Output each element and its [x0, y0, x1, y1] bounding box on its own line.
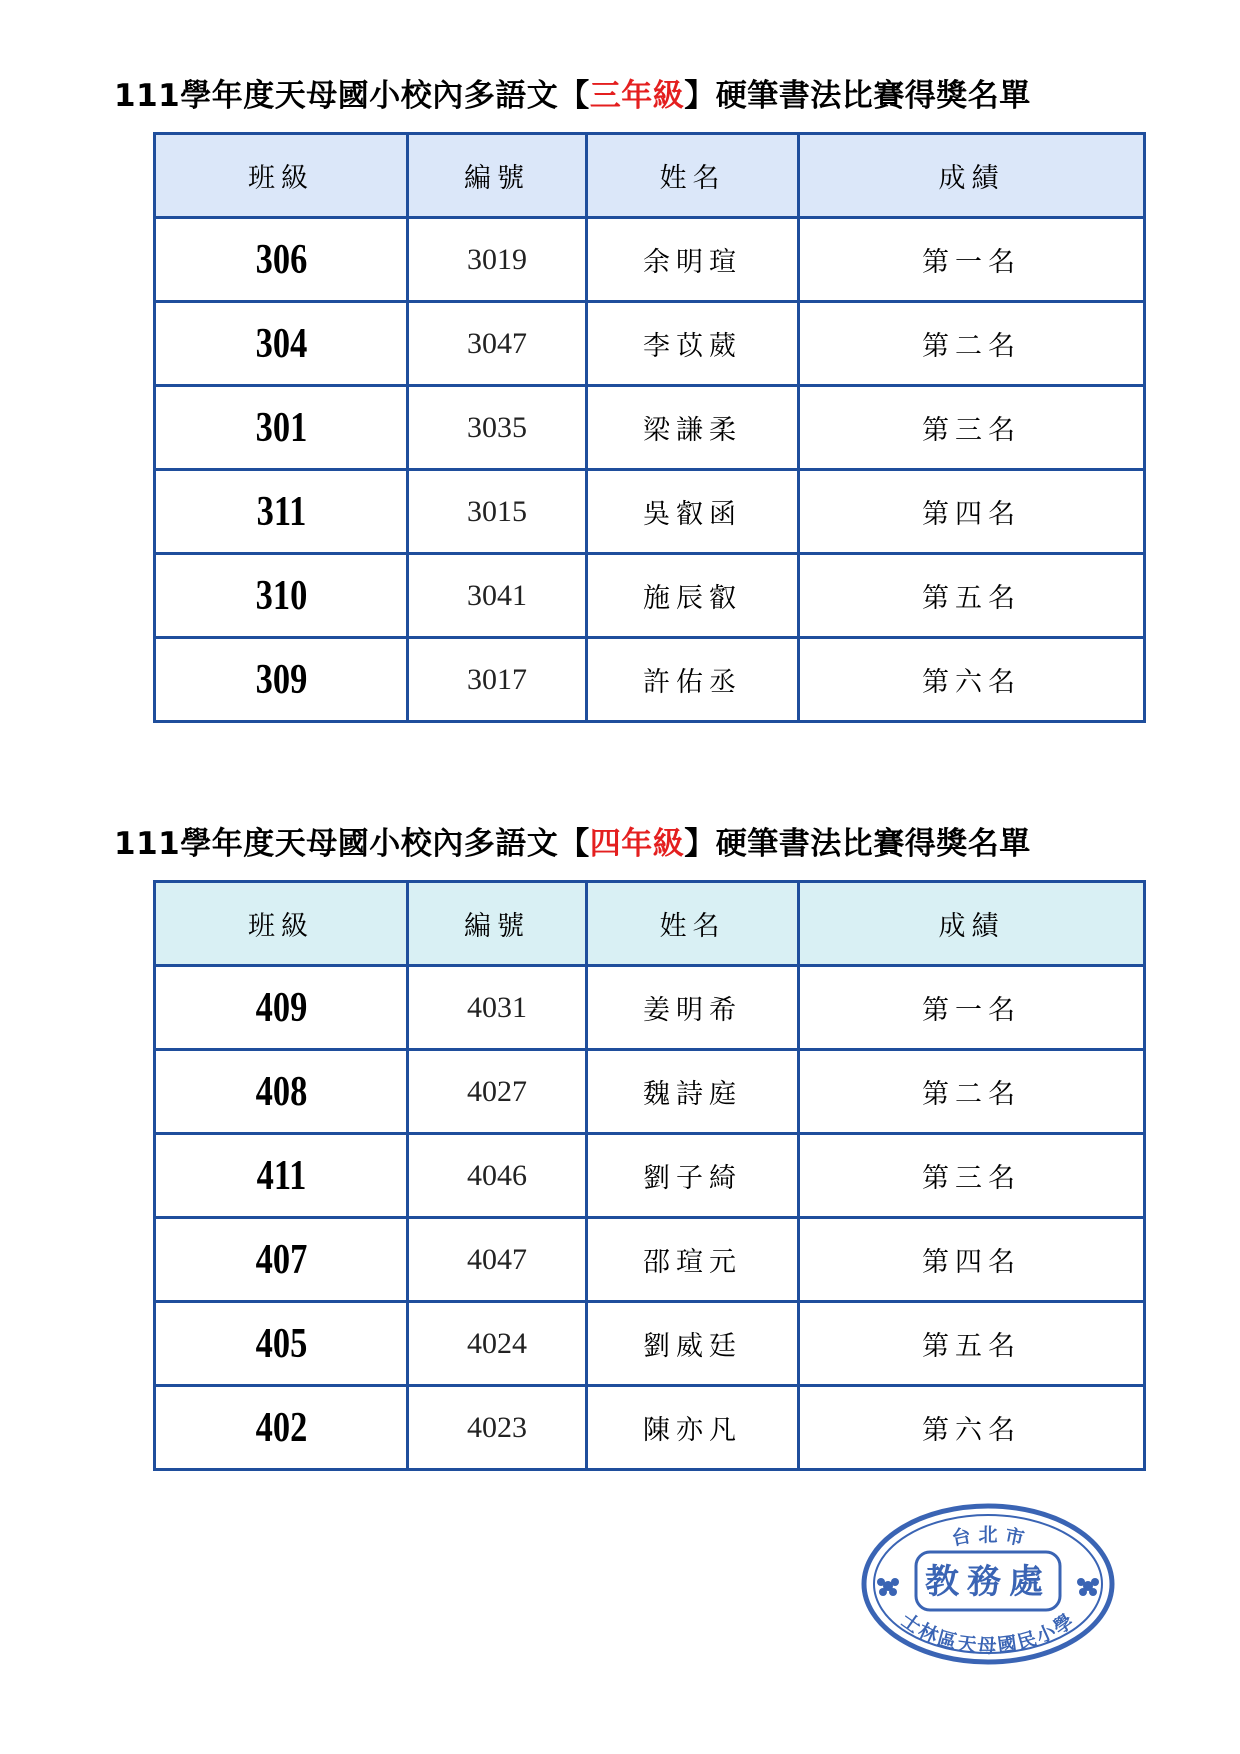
rank-cell: 第三名 — [799, 1134, 1145, 1218]
header-class: 班級 — [155, 882, 408, 966]
name-cell: 施辰叡 — [587, 554, 799, 638]
class-cell: 310 — [177, 554, 384, 638]
stamp-bottom-text: 士林區天母國民小學 — [896, 1608, 1080, 1657]
rank-cell: 第二名 — [799, 302, 1145, 386]
title-suffix: 】硬筆書法比賽得獎名單 — [684, 826, 1031, 862]
id-cell: 4047 — [408, 1218, 587, 1302]
id-cell: 4023 — [408, 1386, 587, 1470]
id-cell: 3019 — [408, 218, 587, 302]
table-row — [155, 1134, 1145, 1218]
rank-cell: 第五名 — [799, 554, 1145, 638]
class-cell: 306 — [177, 218, 384, 302]
rank-cell: 第三名 — [799, 386, 1145, 470]
id-cell: 3017 — [408, 638, 587, 722]
header-rank: 成績 — [799, 882, 1145, 966]
table-row — [155, 1386, 1145, 1470]
table-row — [155, 966, 1145, 1050]
id-cell: 3041 — [408, 554, 587, 638]
header-name: 姓名 — [587, 134, 799, 218]
class-cell: 408 — [177, 1050, 384, 1134]
rank-cell: 第六名 — [799, 1386, 1145, 1470]
section-title-grade3 — [114, 70, 1114, 115]
id-cell: 3015 — [408, 470, 587, 554]
header-id: 編號 — [408, 882, 587, 966]
id-cell: 4024 — [408, 1302, 587, 1386]
name-cell: 劉威廷 — [587, 1302, 799, 1386]
class-cell: 309 — [177, 638, 384, 722]
table-row — [155, 302, 1145, 386]
table-row — [155, 1050, 1145, 1134]
id-cell: 4046 — [408, 1134, 587, 1218]
name-cell: 姜明希 — [587, 966, 799, 1050]
class-cell: 301 — [177, 386, 384, 470]
table-row — [155, 554, 1145, 638]
name-cell: 陳亦凡 — [587, 1386, 799, 1470]
class-cell: 411 — [177, 1134, 384, 1218]
stamp-center-text: 教務處 — [925, 1562, 1051, 1602]
table-row — [155, 1302, 1145, 1386]
class-cell: 311 — [177, 470, 384, 554]
table-row — [155, 638, 1145, 722]
table-header-row — [155, 134, 1145, 218]
rank-cell: 第一名 — [799, 218, 1145, 302]
id-cell: 3047 — [408, 302, 587, 386]
plum-blossom-icon — [877, 1578, 899, 1596]
id-cell: 4031 — [408, 966, 587, 1050]
title-prefix: 111學年度天母國小校內多語文【 — [114, 826, 590, 862]
section-title-grade4 — [114, 818, 1114, 863]
name-cell: 邵瑄元 — [587, 1218, 799, 1302]
table-row — [155, 218, 1145, 302]
rank-cell: 第二名 — [799, 1050, 1145, 1134]
award-table-grade3 — [153, 132, 1146, 723]
name-cell: 劉子綺 — [587, 1134, 799, 1218]
stamp-top-text: 台 北 市 — [949, 1523, 1027, 1551]
rank-cell: 第一名 — [799, 966, 1145, 1050]
header-id: 編號 — [408, 134, 587, 218]
table-header-row — [155, 882, 1145, 966]
id-cell: 4027 — [408, 1050, 587, 1134]
class-cell: 407 — [177, 1218, 384, 1302]
name-cell: 余明瑄 — [587, 218, 799, 302]
award-table-grade4 — [153, 880, 1146, 1471]
rank-cell: 第五名 — [799, 1302, 1145, 1386]
rank-cell: 第四名 — [799, 470, 1145, 554]
table-row — [155, 386, 1145, 470]
class-cell: 402 — [177, 1386, 384, 1470]
rank-cell: 第四名 — [799, 1218, 1145, 1302]
name-cell: 許佑丞 — [587, 638, 799, 722]
title-prefix: 111學年度天母國小校內多語文【 — [114, 78, 590, 114]
name-cell: 李苡葳 — [587, 302, 799, 386]
class-cell: 304 — [177, 302, 384, 386]
title-suffix: 】硬筆書法比賽得獎名單 — [684, 78, 1031, 114]
rank-cell: 第六名 — [799, 638, 1145, 722]
id-cell: 3035 — [408, 386, 587, 470]
class-cell: 409 — [177, 966, 384, 1050]
official-stamp — [858, 1500, 1118, 1665]
name-cell: 梁謙柔 — [587, 386, 799, 470]
header-name: 姓名 — [587, 882, 799, 966]
class-cell: 405 — [177, 1302, 384, 1386]
table-row — [155, 1218, 1145, 1302]
table-row — [155, 470, 1145, 554]
header-class: 班級 — [155, 134, 408, 218]
grade-label: 四年級 — [589, 826, 685, 862]
grade-label: 三年級 — [589, 78, 685, 114]
header-rank: 成績 — [799, 134, 1145, 218]
name-cell: 魏詩庭 — [587, 1050, 799, 1134]
plum-blossom-icon — [1077, 1578, 1099, 1596]
name-cell: 吳叡函 — [587, 470, 799, 554]
